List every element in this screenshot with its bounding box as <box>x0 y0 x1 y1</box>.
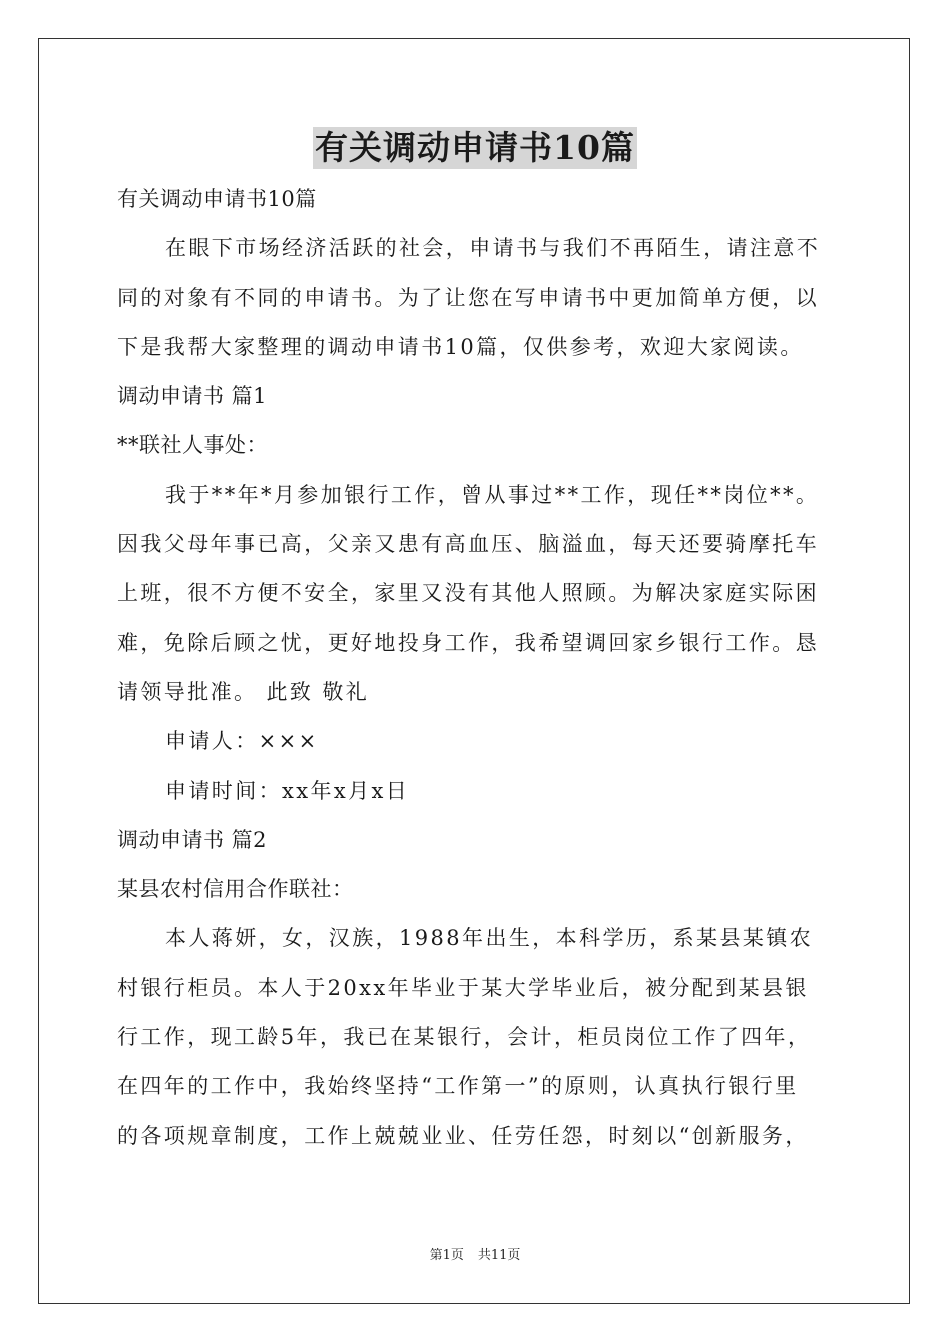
page-total: 共11页 <box>477 1248 521 1263</box>
page-footer <box>0 1247 950 1265</box>
body-paragraph-line: 因我父母年事已高，父亲又患有高血压、脑溢血，每天还要骑摩托车 <box>117 532 819 557</box>
body-paragraph-line: 本人蒋妍，女，汉族，1988年出生，本科学历，系某县某镇农 <box>165 926 814 951</box>
title-area <box>0 127 950 169</box>
intro-paragraph-line: 下是我帮大家整理的调动申请书10篇，仅供参考，欢迎大家阅读。 <box>117 334 804 359</box>
body-paragraph-line: 请领导批准。 此致 敬礼 <box>117 679 370 704</box>
intro-paragraph-line: 同的对象有不同的申请书。为了让您在写申请书中更加简单方便，以 <box>117 285 819 310</box>
salutation: **联社人事处： <box>117 433 268 458</box>
salutation: 某县农村信用合作联社： <box>117 877 354 902</box>
applicant-line: 申请人：××× <box>165 729 319 754</box>
application-date-line: 申请时间：xx年x月x日 <box>165 778 410 803</box>
body-paragraph-line: 难，免除后顾之忧，更好地投身工作，我希望调回家乡银行工作。恳 <box>117 630 819 655</box>
section-heading: 调动申请书 篇2 <box>117 827 268 852</box>
body-paragraph-line: 在四年的工作中，我始终坚持“工作第一”的原则，认真执行银行里 <box>117 1074 799 1099</box>
body-paragraph-line: 我于**年*月参加银行工作，曾从事过**工作，现任**岗位**。 <box>165 482 820 507</box>
page-number: 第1页 <box>429 1248 464 1263</box>
document-body <box>117 175 833 1161</box>
body-paragraph-line: 上班，很不方便不安全，家里又没有其他人照顾。为解决家庭实际困 <box>117 581 819 606</box>
body-paragraph-line: 的各项规章制度，工作上兢兢业业、任劳任怨，时刻以“创新服务， <box>117 1123 809 1148</box>
intro-paragraph-line: 在眼下市场经济活跃的社会，申请书与我们不再陌生，请注意不 <box>165 236 821 261</box>
section-heading: 调动申请书 篇1 <box>117 384 268 409</box>
document-title: 有关调动申请书10篇 <box>315 128 635 167</box>
subtitle-line: 有关调动申请书10篇 <box>117 187 317 211</box>
body-paragraph-line: 行工作，现工龄5年，我已在某银行，会计，柜员岗位工作了四年， <box>117 1025 812 1050</box>
body-paragraph-line: 村银行柜员。本人于20xx年毕业于某大学毕业后，被分配到某县银 <box>117 975 809 1000</box>
